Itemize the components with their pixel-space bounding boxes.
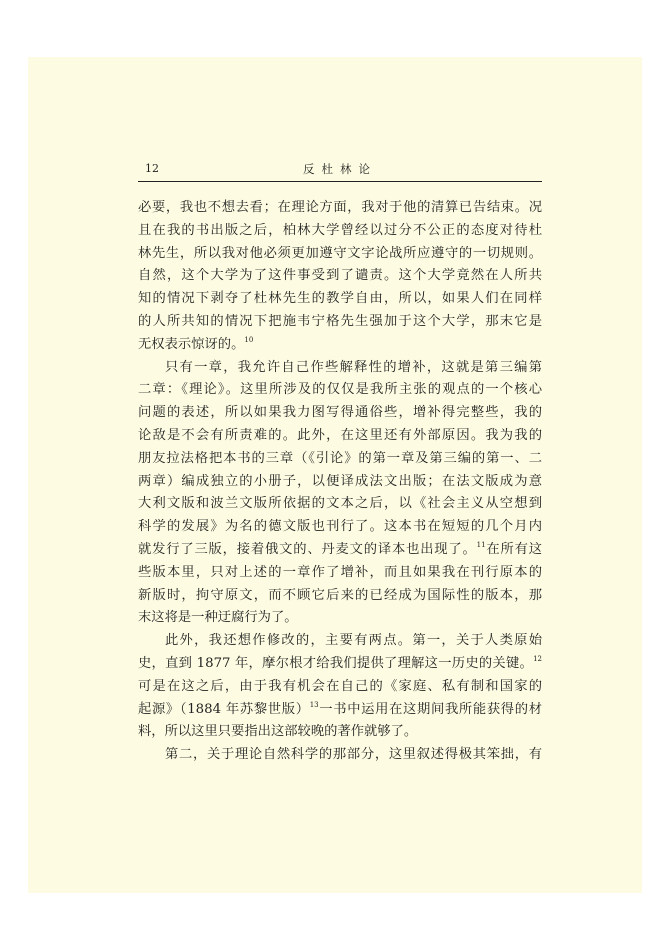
text-line — [138, 404, 542, 422]
running-title: 反杜林论 — [303, 162, 377, 176]
footnote-marker[interactable]: 10 — [244, 335, 254, 344]
line-text: 林先生，所以我对他必须更加遵守文字论战所应遵守的一切规则。 — [138, 245, 542, 261]
text-line — [138, 495, 542, 513]
text-line — [138, 267, 542, 285]
line-text: 无权表示惊讶的。 — [138, 336, 245, 352]
page-number: 12 — [145, 162, 159, 175]
line-text: 新版时，拘守原文，而不顾它后来的已经成为国际性的版本，那 — [138, 587, 542, 603]
line-text: 末这将是一种迂腐行为了。 — [138, 610, 298, 626]
text-line — [138, 723, 542, 741]
text-line — [138, 199, 542, 217]
line-text: 此外，我还想作修改的，主要有两点。第一，关于人类原始 — [165, 633, 542, 649]
text-line — [138, 701, 542, 719]
line-text-continued: 在所有这 — [485, 542, 542, 557]
text-line — [165, 746, 542, 764]
footnote-marker[interactable]: 12 — [533, 655, 542, 663]
line-text: 第二，关于理论自然科学的那部分，这里叙述得极其笨拙，有 — [165, 747, 542, 763]
line-text: 的人所共知的情况下把施韦宁格先生强加于这个大学，那末它是 — [138, 314, 542, 329]
text-line — [138, 609, 542, 627]
line-text: 且在我的书出版之后，柏林大学曾经以过分不公正的态度对待杜 — [138, 222, 542, 238]
line-text: 史，直到 1877 年，摩尔根才给我们提供了理解这一历史的关键。 — [138, 656, 534, 671]
line-text: 知的情况下剥夺了杜林先生的教学自由，所以，如果人们在同样 — [138, 291, 542, 307]
line-text: 论敌是不会有所责难的。此外，在这里还有外部原因。我为我的 — [138, 428, 542, 443]
text-line — [138, 290, 542, 308]
text-line — [138, 381, 542, 399]
line-text: 必要，我也不想去看；在理论方面，我对于他的清算已告结束。况 — [138, 200, 542, 215]
line-text: 就发行了三版，接着俄文的、丹麦文的译本也出现了。 — [138, 542, 477, 557]
line-text: 些版本里，只对上述的一章作了增补，而且如果我在刊行原本的 — [138, 564, 542, 580]
text-line — [165, 359, 542, 377]
text-line — [138, 564, 542, 582]
text-line — [138, 678, 542, 696]
line-text: 只有一章，我允许自己作些解释性的增补，这就是第三编第 — [165, 359, 542, 375]
line-text: 可是在这之后，由于我有机会在自己的《家庭、私有制和国家的 — [138, 678, 542, 694]
footnote-marker[interactable]: 13 — [309, 700, 319, 709]
line-text: 科学的发展》为名的德文版也刊行了。这本书在短短的几个月内 — [138, 519, 542, 535]
line-text: 朋友拉法格把本书的三章（《引论》的第一章及第三编的第一、二 — [138, 450, 542, 466]
text-line — [138, 450, 542, 468]
line-text-continued: 一书中运用在这期间我所能获得的材 — [318, 701, 542, 717]
text-line — [138, 245, 542, 263]
footnote-marker[interactable]: 11 — [476, 541, 486, 549]
line-text: 自然，这个大学为了这件事受到了谴责。这个大学竟然在人所共 — [138, 268, 542, 284]
text-line — [138, 336, 542, 354]
text-line — [138, 427, 542, 445]
text-line — [138, 541, 542, 559]
line-text: 二章：《理论》。这里所涉及的仅仅是我所主张的观点的一个核心 — [138, 382, 542, 398]
line-text: 料，所以这里只要指出这部较晚的著作就够了。 — [138, 724, 418, 740]
line-text: 大利文版和波兰文版所依据的文本之后，以《社会主义从空想到 — [138, 496, 542, 512]
line-text: 两章）编成独立的小册子，以便译成法文出版；在法文版成为意 — [138, 473, 542, 489]
text-line — [138, 655, 542, 673]
line-text: 起源》（1884 年苏黎世版） — [138, 701, 310, 717]
text-line — [138, 222, 542, 240]
text-line — [138, 587, 542, 605]
text-line — [138, 313, 542, 331]
text-line — [138, 518, 542, 536]
page-header — [138, 161, 542, 182]
line-text: 问题的表述，所以如果我力图写得通俗些，增补得完整些，我的 — [138, 405, 542, 421]
text-line — [165, 632, 542, 650]
text-line — [138, 473, 542, 491]
